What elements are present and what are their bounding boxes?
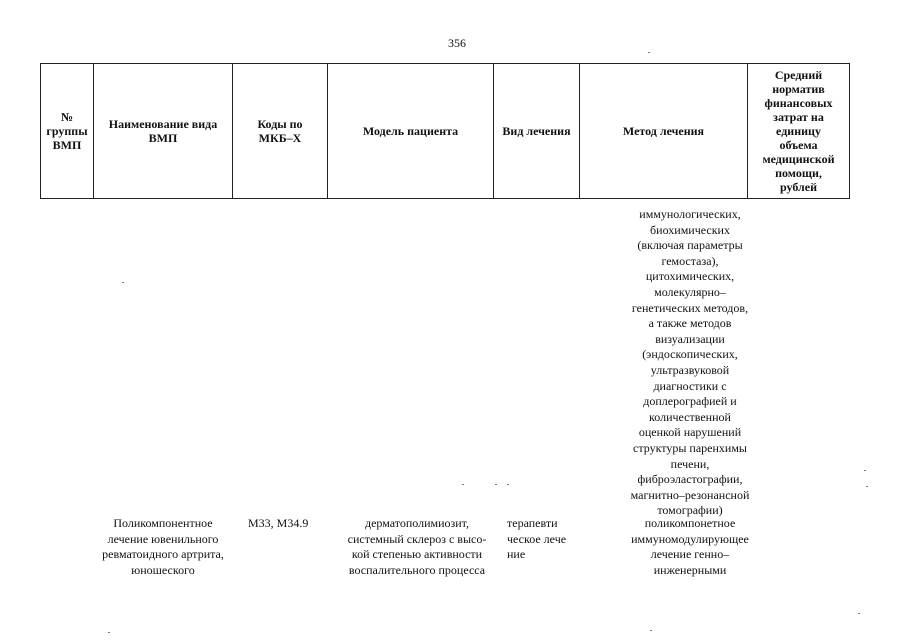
scan-speck (507, 484, 509, 485)
scan-speck (122, 282, 124, 283)
header-row (41, 64, 850, 199)
scan-speck (866, 486, 868, 487)
scan-speck (462, 484, 464, 485)
scan-speck (650, 630, 652, 631)
header-patient-model: Модель пациента (328, 64, 494, 199)
row-patient-model: дерматополимиозит, системный склероз с высо- кой степенью активности воспалительного процесса (347, 516, 487, 577)
header-vmp-name: Наименование вида ВМП (94, 64, 233, 199)
header-treatment-method: Метод лечения (580, 64, 748, 199)
scan-speck (858, 613, 860, 614)
row-icd-codes: M33, M34.9 (248, 516, 309, 530)
scan-speck (648, 52, 650, 53)
scan-speck (864, 470, 866, 471)
row-vmp-name: Поликомпонентное лечение ювенильного ревматоидного артрита, юношеского (102, 516, 224, 577)
scan-speck (108, 632, 110, 633)
page-number: 356 (448, 36, 466, 50)
header-average-cost: Средний норматив финансовых затрат на единицу объема медицинской помощи, рублей (748, 64, 850, 199)
row-treatment-type: терапевти ческое лече ние (507, 516, 567, 562)
scan-speck (495, 484, 497, 485)
header-group-number: № группы ВМП (41, 64, 94, 199)
header-treatment-type: Вид лечения (494, 64, 580, 199)
table-header (40, 63, 850, 199)
row-treatment-method: поликомпонетное иммуномодулирующее лечение генно– инженерными (631, 516, 749, 577)
header-icd-codes: Коды по МКБ–Х (233, 64, 328, 199)
method-continuation-text: иммунологических, биохимических (включая параметры гемостаза), цитохимических, молекулярно– генетических методов, а также методов визуализации (эндоскопических, ультразвуковой диагностики с доплерографией и количественной оценкой нарушений структуры паренхимы печени, фиброэластографии, магнитно–резонансной томографии) (630, 207, 750, 518)
